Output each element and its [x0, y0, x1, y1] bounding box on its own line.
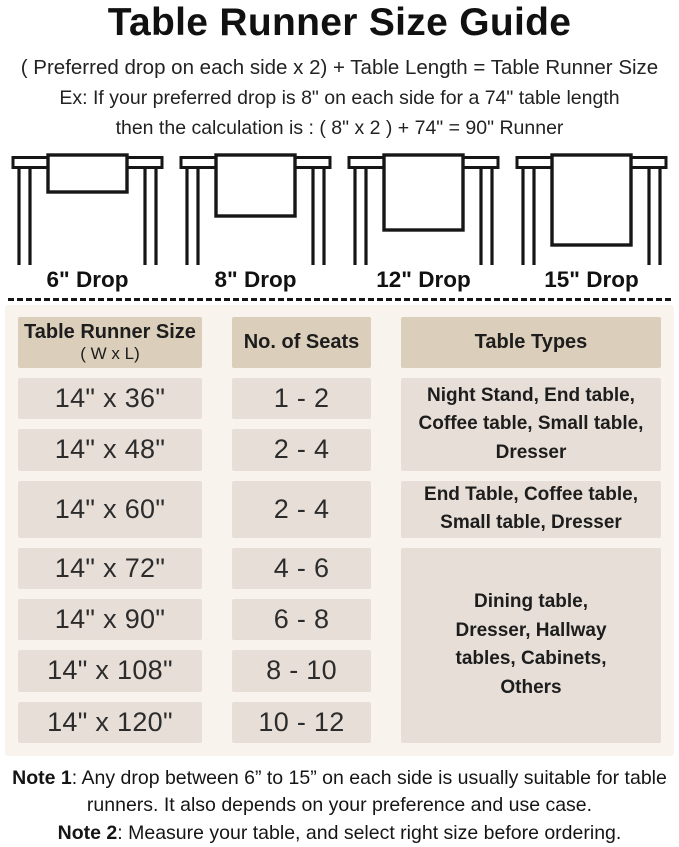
dashed-divider: [8, 298, 671, 301]
runner-size-cell: 14" x 48": [18, 429, 202, 470]
runner-size-header-sub: ( W x L): [80, 344, 140, 364]
seats-cell: 10 - 12: [232, 702, 371, 743]
note-2: [8, 820, 672, 847]
note-2-text: : Measure your table, and select right size before ordering.: [117, 822, 622, 845]
seats-cell: 1 - 2: [232, 378, 371, 419]
drop-label-15in: 15" Drop: [544, 267, 639, 292]
page-title: Table Runner Size Guide: [107, 1, 572, 44]
example-line-2: then the calculation is : ( 8" x 2 ) + 74" = 90" Runner: [115, 117, 564, 139]
table-runner-diagram-icon: [11, 153, 164, 265]
runner-size-cell: 14" x 36": [18, 378, 202, 419]
table-runner-diagram-icon: [179, 153, 332, 265]
table-diagram-15in-drop: [515, 153, 668, 265]
seats-cell: 4 - 6: [232, 548, 371, 589]
seats-cell: 2 - 4: [232, 429, 371, 470]
runner-size-cell: 14" x 60": [18, 481, 202, 538]
table-types-group-medium: [401, 481, 661, 538]
note-2-label: Note 2: [57, 822, 118, 845]
runner-size-cell: 14" x 72": [18, 548, 202, 589]
drop-labels-row: [0, 267, 679, 293]
table-diagram-6in-drop: [11, 153, 164, 265]
size-guide-panel: [5, 305, 674, 756]
formula-text: ( Preferred drop on each side x 2) + Table Length = Table Runner Size: [20, 56, 659, 79]
table-diagram-12in-drop: [347, 153, 500, 265]
table-types-text: Night Stand, End table, Coffee table, Small table, Dresser: [418, 384, 644, 463]
note-1-text: : Any drop between 6” to 15” on each side is usually suitable for table runners. It also depends on your preference and use case.: [71, 767, 667, 816]
notes-section: [8, 765, 672, 847]
column-header-seats: [232, 317, 371, 368]
table-diagram-8in-drop: [179, 153, 332, 265]
note-1-label: Note 1: [12, 767, 72, 789]
column-header-runner-size: [18, 317, 202, 368]
seats-header-label: No. of Seats: [243, 331, 360, 353]
note-1: [8, 765, 672, 818]
drop-label-6in: 6" Drop: [46, 267, 129, 292]
drop-label-8in: 8" Drop: [214, 267, 297, 292]
runner-size-cell: 14" x 108": [18, 650, 202, 691]
size-guide-table: [18, 317, 661, 743]
seats-cell: 6 - 8: [232, 599, 371, 640]
seats-cell: 8 - 10: [232, 650, 371, 691]
runner-size-cell: 14" x 90": [18, 599, 202, 640]
runner-size-header-label: Table Runner Size: [24, 321, 196, 344]
runner-size-cell: 14" x 120": [18, 702, 202, 743]
seats-cell: 2 - 4: [232, 481, 371, 538]
table-runner-diagram-icon: [347, 153, 500, 265]
example-line-1: Ex: If your preferred drop is 8" on each side for a 74" table length: [59, 87, 620, 109]
column-header-table-types: [401, 317, 661, 368]
table-types-text: End Table, Coffee table, Small table, Dresser: [424, 483, 638, 534]
table-types-group-small: [401, 378, 661, 471]
drop-diagrams: [0, 153, 679, 265]
table-types-header-label: Table Types: [474, 331, 588, 353]
table-runner-diagram-icon: [515, 153, 668, 265]
table-types-text: Dining table, Dresser, Hallway tables, Cabinets, Others: [455, 591, 607, 698]
table-types-group-large: [401, 548, 661, 743]
drop-label-12in: 12" Drop: [376, 267, 471, 292]
